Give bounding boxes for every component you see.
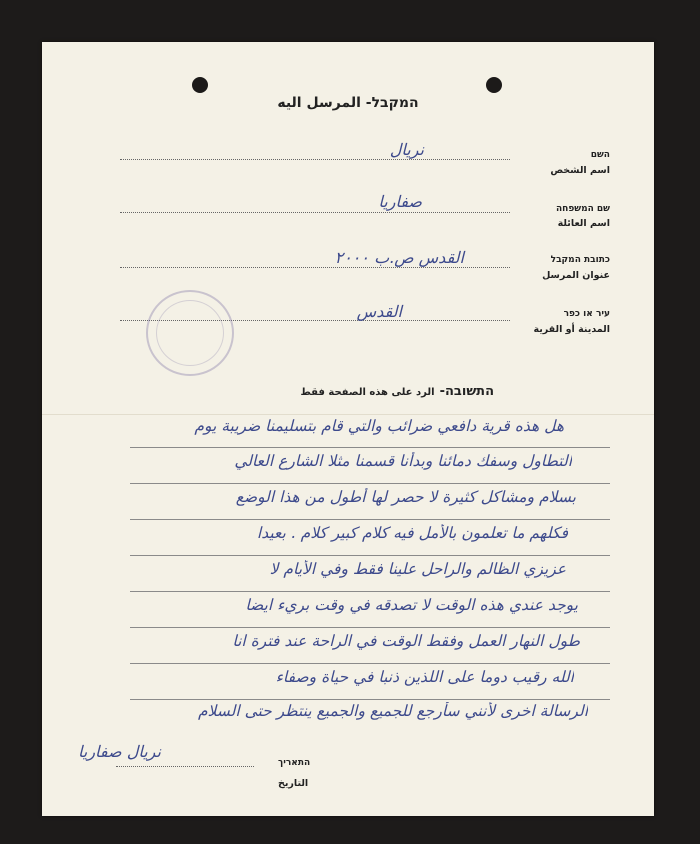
response-rule <box>130 627 610 628</box>
field-label-ar: عنوان المرسل <box>542 270 610 281</box>
field-label-he: שם המשפחה <box>555 204 610 214</box>
field-line <box>120 159 510 160</box>
response-line: الرسالة اخرى لأنني سأرجع للجميع والجميع ينتظر حتى السلام <box>197 702 588 720</box>
response-rule <box>130 447 610 448</box>
field-line <box>120 267 510 268</box>
field-label-ar: اسم الشخص <box>550 165 610 176</box>
response-heading-he: התשובה- <box>439 384 494 399</box>
field-label-ar: اسم العائلة <box>557 218 610 229</box>
field-label-he: עיר או כפר <box>563 309 610 319</box>
response-line: الله رقيب دوما على اللذين ذنبا في حياة وصفاء <box>275 668 574 686</box>
signature: نريال صفاريا <box>78 742 161 761</box>
punch-hole <box>486 77 502 93</box>
punch-hole <box>192 77 208 93</box>
response-rule <box>130 555 610 556</box>
faded-stamp <box>146 290 234 376</box>
field-label-ar: المدينة أو القرية <box>533 324 610 335</box>
response-line: التطاول وسفك دمائنا وبدأنا قسمنا مثلا الشارع العالي <box>234 452 572 470</box>
field-line <box>120 212 510 213</box>
response-line: طول النهار العمل وفقط الوقت في الراحة عند فترة انا <box>232 632 580 650</box>
response-heading <box>300 380 494 399</box>
recipient-name-value: نريال <box>389 140 424 159</box>
family-name-value: صفاريا <box>378 192 422 211</box>
date-label-ar: التاريخ <box>278 778 309 789</box>
date-line <box>116 766 254 767</box>
response-rule <box>130 483 610 484</box>
response-line: فكلهم ما تعلمون بالأمل فيه كلام كبير كلام . بعيدا <box>256 524 568 542</box>
response-line: بسلام ومشاكل كثيرة لا حصر لها أطول من هذا الوضع <box>235 488 576 506</box>
form-title: המקבל- المرسل اليه <box>277 95 419 111</box>
form-page <box>42 42 654 816</box>
response-line: عزيزي الظالم والراحل علينا فقط وفي الأيام لا <box>269 560 566 578</box>
response-rule <box>130 591 610 592</box>
date-label-he: התאריך <box>278 758 311 768</box>
field-label-he: השם <box>590 150 610 160</box>
address-value: القدس ص.ب ٢٠٠٠ <box>334 248 464 267</box>
response-line: يوجد عندي هذه الوقت لا تصدقه في وقت بريء ايضا <box>245 596 578 614</box>
response-rule <box>130 663 610 664</box>
response-line: هل هذه قرية دافعي ضرائب والتي قام بتسليمنا ضريبة يوم <box>194 417 564 435</box>
city-value: القدس <box>356 302 402 321</box>
response-rule <box>130 519 610 520</box>
response-rule <box>130 699 610 700</box>
fold-crease <box>42 414 654 415</box>
response-heading-ar: الرد على هذه الصفحة فقط <box>300 387 435 398</box>
field-label-he: כתובת המקבל <box>550 255 610 265</box>
